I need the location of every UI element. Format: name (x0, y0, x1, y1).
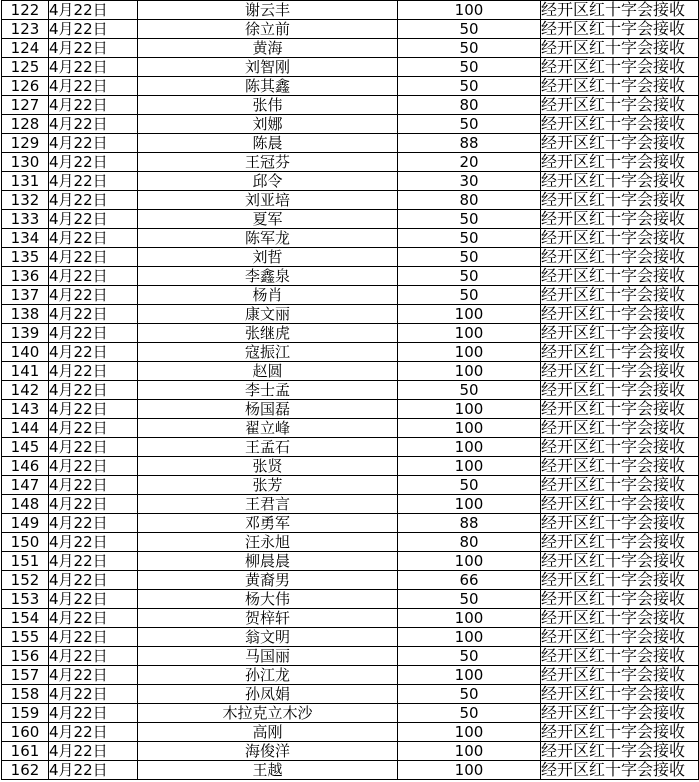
donor-name: 杨肖 (138, 286, 398, 305)
donor-name: 谢云丰 (138, 1, 398, 20)
table-row (2, 191, 699, 210)
table-row (2, 438, 699, 457)
donation-amount: 100 (398, 723, 541, 742)
recipient-org: 经开区红十字会接收 (541, 533, 699, 552)
donation-date: 4月22日 (49, 267, 138, 286)
row-number: 161 (2, 742, 49, 761)
donation-amount: 100 (398, 1, 541, 20)
donation-date: 4月22日 (49, 381, 138, 400)
donation-amount: 50 (398, 77, 541, 96)
row-number: 147 (2, 476, 49, 495)
row-number: 132 (2, 191, 49, 210)
recipient-org: 经开区红十字会接收 (541, 495, 699, 514)
recipient-org: 经开区红十字会接收 (541, 39, 699, 58)
donation-date: 4月22日 (49, 533, 138, 552)
table-row (2, 571, 699, 590)
donation-amount: 100 (398, 552, 541, 571)
table-row (2, 267, 699, 286)
donation-amount: 100 (398, 438, 541, 457)
donor-name: 张继虎 (138, 324, 398, 343)
row-number: 130 (2, 153, 49, 172)
donation-date: 4月22日 (49, 514, 138, 533)
donation-date: 4月22日 (49, 571, 138, 590)
table-row (2, 248, 699, 267)
donation-amount: 88 (398, 134, 541, 153)
row-number: 122 (2, 1, 49, 20)
donation-amount: 100 (398, 343, 541, 362)
row-number: 123 (2, 20, 49, 39)
donor-name: 邱令 (138, 172, 398, 191)
donation-amount: 100 (398, 362, 541, 381)
donor-name: 翟立峰 (138, 419, 398, 438)
donor-name: 刘哲 (138, 248, 398, 267)
donation-date: 4月22日 (49, 229, 138, 248)
donation-date: 4月22日 (49, 20, 138, 39)
row-number: 145 (2, 438, 49, 457)
row-number: 157 (2, 666, 49, 685)
row-number: 141 (2, 362, 49, 381)
donation-amount: 50 (398, 20, 541, 39)
recipient-org: 经开区红十字会接收 (541, 552, 699, 571)
recipient-org: 经开区红十字会接收 (541, 609, 699, 628)
table-row (2, 742, 699, 761)
row-number: 158 (2, 685, 49, 704)
donor-name: 李鑫泉 (138, 267, 398, 286)
donation-date: 4月22日 (49, 39, 138, 58)
row-number: 124 (2, 39, 49, 58)
row-number: 152 (2, 571, 49, 590)
donor-name: 陈其鑫 (138, 77, 398, 96)
table-row (2, 761, 699, 780)
recipient-org: 经开区红十字会接收 (541, 476, 699, 495)
table-row (2, 419, 699, 438)
donation-date: 4月22日 (49, 324, 138, 343)
donor-name: 王越 (138, 761, 398, 780)
donation-amount: 50 (398, 476, 541, 495)
donor-name: 孙凤娟 (138, 685, 398, 704)
recipient-org: 经开区红十字会接收 (541, 20, 699, 39)
donation-date: 4月22日 (49, 723, 138, 742)
recipient-org: 经开区红十字会接收 (541, 267, 699, 286)
donor-name: 翁文明 (138, 628, 398, 647)
donation-date: 4月22日 (49, 362, 138, 381)
donation-amount: 50 (398, 229, 541, 248)
recipient-org: 经开区红十字会接收 (541, 704, 699, 723)
row-number: 134 (2, 229, 49, 248)
donor-name: 张贤 (138, 457, 398, 476)
row-number: 155 (2, 628, 49, 647)
table-row (2, 628, 699, 647)
donation-date: 4月22日 (49, 305, 138, 324)
donor-name: 刘亚培 (138, 191, 398, 210)
donation-amount: 50 (398, 381, 541, 400)
donor-name: 海俊洋 (138, 742, 398, 761)
row-number: 144 (2, 419, 49, 438)
donation-amount: 100 (398, 419, 541, 438)
donation-amount: 50 (398, 248, 541, 267)
table-row (2, 96, 699, 115)
donation-date: 4月22日 (49, 628, 138, 647)
table-row (2, 400, 699, 419)
donor-name: 寇振江 (138, 343, 398, 362)
table-row (2, 362, 699, 381)
donor-name: 刘娜 (138, 115, 398, 134)
donor-name: 李士孟 (138, 381, 398, 400)
table-row (2, 495, 699, 514)
recipient-org: 经开区红十字会接收 (541, 172, 699, 191)
donor-name: 张伟 (138, 96, 398, 115)
table-row (2, 229, 699, 248)
row-number: 137 (2, 286, 49, 305)
recipient-org: 经开区红十字会接收 (541, 343, 699, 362)
recipient-org: 经开区红十字会接收 (541, 115, 699, 134)
donation-amount: 50 (398, 210, 541, 229)
row-number: 159 (2, 704, 49, 723)
donation-amount: 50 (398, 647, 541, 666)
donation-date: 4月22日 (49, 419, 138, 438)
row-number: 139 (2, 324, 49, 343)
recipient-org: 经开区红十字会接收 (541, 248, 699, 267)
donation-date: 4月22日 (49, 191, 138, 210)
row-number: 143 (2, 400, 49, 419)
row-number: 131 (2, 172, 49, 191)
donation-amount: 100 (398, 324, 541, 343)
recipient-org: 经开区红十字会接收 (541, 590, 699, 609)
table-row (2, 210, 699, 229)
table-row (2, 324, 699, 343)
recipient-org: 经开区红十字会接收 (541, 438, 699, 457)
donation-amount: 100 (398, 495, 541, 514)
row-number: 146 (2, 457, 49, 476)
donation-amount: 50 (398, 115, 541, 134)
donation-amount: 50 (398, 39, 541, 58)
recipient-org: 经开区红十字会接收 (541, 153, 699, 172)
recipient-org: 经开区红十字会接收 (541, 381, 699, 400)
row-number: 150 (2, 533, 49, 552)
donation-amount: 50 (398, 58, 541, 77)
row-number: 162 (2, 761, 49, 780)
row-number: 126 (2, 77, 49, 96)
recipient-org: 经开区红十字会接收 (541, 457, 699, 476)
donor-name: 徐立前 (138, 20, 398, 39)
donation-date: 4月22日 (49, 609, 138, 628)
recipient-org: 经开区红十字会接收 (541, 666, 699, 685)
donation-amount: 50 (398, 286, 541, 305)
row-number: 136 (2, 267, 49, 286)
donor-name: 刘智刚 (138, 58, 398, 77)
donation-amount: 100 (398, 666, 541, 685)
donor-name: 柳晨晨 (138, 552, 398, 571)
table-row (2, 552, 699, 571)
recipient-org: 经开区红十字会接收 (541, 723, 699, 742)
table-row (2, 723, 699, 742)
donor-name: 陈晨 (138, 134, 398, 153)
table-row (2, 533, 699, 552)
table-row (2, 381, 699, 400)
row-number: 151 (2, 552, 49, 571)
donor-name: 邓勇军 (138, 514, 398, 533)
donation-date: 4月22日 (49, 457, 138, 476)
donor-name: 黄裔男 (138, 571, 398, 590)
recipient-org: 经开区红十字会接收 (541, 58, 699, 77)
donor-name: 马国丽 (138, 647, 398, 666)
recipient-org: 经开区红十字会接收 (541, 628, 699, 647)
table-row (2, 704, 699, 723)
row-number: 149 (2, 514, 49, 533)
donor-name: 杨国磊 (138, 400, 398, 419)
recipient-org: 经开区红十字会接收 (541, 96, 699, 115)
recipient-org: 经开区红十字会接收 (541, 286, 699, 305)
donor-name: 汪永旭 (138, 533, 398, 552)
table-row (2, 20, 699, 39)
table-row (2, 305, 699, 324)
donation-date: 4月22日 (49, 77, 138, 96)
donation-amount: 100 (398, 305, 541, 324)
table-row (2, 685, 699, 704)
donation-amount: 66 (398, 571, 541, 590)
table-row (2, 647, 699, 666)
donation-amount: 100 (398, 742, 541, 761)
table-row (2, 134, 699, 153)
row-number: 142 (2, 381, 49, 400)
row-number: 148 (2, 495, 49, 514)
table-row (2, 476, 699, 495)
donor-name: 夏军 (138, 210, 398, 229)
table-row (2, 457, 699, 476)
row-number: 133 (2, 210, 49, 229)
table-row (2, 77, 699, 96)
donation-date: 4月22日 (49, 552, 138, 571)
donor-name: 黄海 (138, 39, 398, 58)
donor-name: 张芳 (138, 476, 398, 495)
row-number: 160 (2, 723, 49, 742)
recipient-org: 经开区红十字会接收 (541, 229, 699, 248)
donor-name: 王冠芬 (138, 153, 398, 172)
donation-amount: 80 (398, 533, 541, 552)
donor-name: 赵圆 (138, 362, 398, 381)
donation-amount: 100 (398, 400, 541, 419)
row-number: 129 (2, 134, 49, 153)
donation-date: 4月22日 (49, 58, 138, 77)
recipient-org: 经开区红十字会接收 (541, 647, 699, 666)
recipient-org: 经开区红十字会接收 (541, 210, 699, 229)
donation-amount: 50 (398, 685, 541, 704)
recipient-org: 经开区红十字会接收 (541, 400, 699, 419)
donation-amount: 80 (398, 96, 541, 115)
donor-name: 贺梓轩 (138, 609, 398, 628)
donation-amount: 50 (398, 590, 541, 609)
donation-amount: 100 (398, 628, 541, 647)
donation-date: 4月22日 (49, 248, 138, 267)
donation-date: 4月22日 (49, 134, 138, 153)
donation-date: 4月22日 (49, 647, 138, 666)
recipient-org: 经开区红十字会接收 (541, 324, 699, 343)
recipient-org: 经开区红十字会接收 (541, 1, 699, 20)
table-row (2, 343, 699, 362)
donation-date: 4月22日 (49, 495, 138, 514)
recipient-org: 经开区红十字会接收 (541, 77, 699, 96)
recipient-org: 经开区红十字会接收 (541, 362, 699, 381)
donor-name: 高刚 (138, 723, 398, 742)
table-row (2, 58, 699, 77)
row-number: 127 (2, 96, 49, 115)
donation-amount: 88 (398, 514, 541, 533)
donation-amount: 30 (398, 172, 541, 191)
donation-date: 4月22日 (49, 590, 138, 609)
table-row (2, 39, 699, 58)
donation-date: 4月22日 (49, 115, 138, 134)
donor-name: 孙江龙 (138, 666, 398, 685)
donation-amount: 50 (398, 704, 541, 723)
row-number: 153 (2, 590, 49, 609)
donation-amount: 20 (398, 153, 541, 172)
row-number: 156 (2, 647, 49, 666)
donation-date: 4月22日 (49, 343, 138, 362)
row-number: 138 (2, 305, 49, 324)
table-row (2, 286, 699, 305)
table-row (2, 115, 699, 134)
donation-date: 4月22日 (49, 153, 138, 172)
donor-name: 木拉克立木沙 (138, 704, 398, 723)
table-row (2, 590, 699, 609)
donation-amount: 100 (398, 609, 541, 628)
donation-amount: 50 (398, 267, 541, 286)
recipient-org: 经开区红十字会接收 (541, 419, 699, 438)
recipient-org: 经开区红十字会接收 (541, 191, 699, 210)
table-row (2, 666, 699, 685)
donation-date: 4月22日 (49, 685, 138, 704)
recipient-org: 经开区红十字会接收 (541, 742, 699, 761)
donation-date: 4月22日 (49, 400, 138, 419)
donation-date: 4月22日 (49, 96, 138, 115)
donation-date: 4月22日 (49, 1, 138, 20)
recipient-org: 经开区红十字会接收 (541, 514, 699, 533)
table-row (2, 153, 699, 172)
table-row (2, 514, 699, 533)
donation-date: 4月22日 (49, 476, 138, 495)
row-number: 128 (2, 115, 49, 134)
row-number: 154 (2, 609, 49, 628)
donation-amount: 100 (398, 761, 541, 780)
recipient-org: 经开区红十字会接收 (541, 134, 699, 153)
donation-amount: 100 (398, 457, 541, 476)
donor-name: 杨大伟 (138, 590, 398, 609)
donation-date: 4月22日 (49, 666, 138, 685)
row-number: 135 (2, 248, 49, 267)
donation-date: 4月22日 (49, 704, 138, 723)
donor-name: 王孟石 (138, 438, 398, 457)
table-row (2, 172, 699, 191)
table-row (2, 609, 699, 628)
recipient-org: 经开区红十字会接收 (541, 571, 699, 590)
donation-date: 4月22日 (49, 438, 138, 457)
donation-date: 4月22日 (49, 210, 138, 229)
donation-date: 4月22日 (49, 172, 138, 191)
donation-date: 4月22日 (49, 286, 138, 305)
row-number: 140 (2, 343, 49, 362)
donation-table-body (2, 1, 699, 780)
recipient-org: 经开区红十字会接收 (541, 761, 699, 780)
donor-name: 康文丽 (138, 305, 398, 324)
donation-date: 4月22日 (49, 761, 138, 780)
recipient-org: 经开区红十字会接收 (541, 685, 699, 704)
table-row (2, 1, 699, 20)
donation-date: 4月22日 (49, 742, 138, 761)
donor-name: 陈军龙 (138, 229, 398, 248)
donation-table (1, 0, 699, 780)
recipient-org: 经开区红十字会接收 (541, 305, 699, 324)
donation-amount: 80 (398, 191, 541, 210)
donor-name: 王君言 (138, 495, 398, 514)
row-number: 125 (2, 58, 49, 77)
